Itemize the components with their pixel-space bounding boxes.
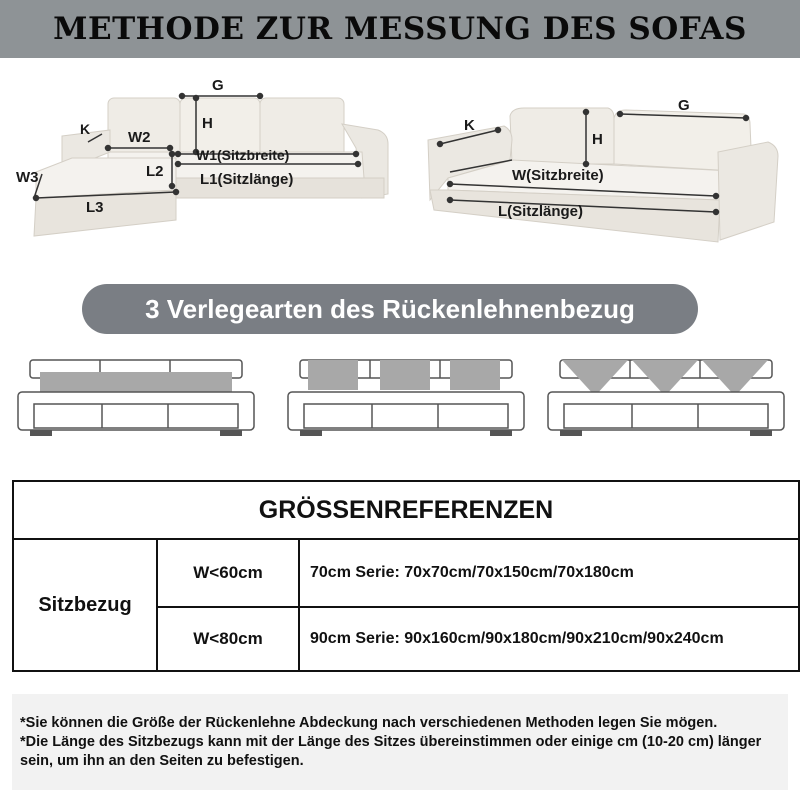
label-w3: W3 bbox=[16, 169, 39, 186]
methods-heading bbox=[82, 284, 698, 334]
note: *Sie können die Größe der Rückenlehne Abdeckung nach verschiedenen Methoden legen Sie mögen. bbox=[20, 715, 718, 731]
sofa-arm bbox=[718, 142, 778, 240]
straight-sofa-diagram bbox=[400, 60, 800, 250]
label-l: L(Sitzlänge) bbox=[498, 203, 583, 220]
method-full-cover bbox=[14, 354, 258, 444]
label-h: H bbox=[592, 131, 603, 148]
title-banner bbox=[0, 0, 800, 58]
size-reference-table bbox=[12, 480, 800, 672]
label-h: H bbox=[202, 115, 213, 132]
label-g: G bbox=[678, 97, 690, 114]
label-l3: L3 bbox=[86, 199, 104, 216]
label-l2: L2 bbox=[146, 163, 164, 180]
series-cell: 70cm Serie: 70x70cm/70x150cm/70x180cm bbox=[300, 540, 798, 608]
label-k: K bbox=[80, 121, 91, 137]
label-w1: W1(Sitzbreite) bbox=[196, 147, 290, 163]
label-k: K bbox=[464, 117, 475, 134]
cover-panel bbox=[380, 360, 430, 390]
label-l1: L1(Sitzlänge) bbox=[200, 171, 294, 188]
cover-panel bbox=[308, 360, 358, 390]
label-w: W(Sitzbreite) bbox=[512, 167, 604, 184]
sectional-sofa-diagram bbox=[0, 60, 400, 250]
width-cell: W<80cm bbox=[158, 608, 300, 670]
width-cell: W<60cm bbox=[158, 540, 300, 608]
page-title: METHODE ZUR MESSUNG DES SOFAS bbox=[53, 11, 747, 47]
methods-heading-text: 3 Verlegearten des Rückenlehnenbezug bbox=[145, 293, 635, 324]
series-cell: 90cm Serie: 90x160cm/90x180cm/90x210cm/90x240cm bbox=[310, 630, 724, 647]
method-triangle-covers bbox=[544, 354, 788, 444]
table-title: GRÖSSENREFERENZEN bbox=[14, 482, 798, 540]
cover-panel bbox=[450, 360, 500, 390]
method-square-covers bbox=[284, 354, 528, 444]
row-header-seat-cover: Sitzbezug bbox=[14, 540, 158, 670]
label-g: G bbox=[212, 77, 224, 94]
note: *Die Länge des Sitzbezugs kann mit der Länge des Sitzes übereinstimmen oder einige cm (10-20 cm) länger sein, um ihn an den Seiten zu befestigen. bbox=[20, 734, 762, 769]
notes-box bbox=[12, 694, 788, 790]
label-w2: W2 bbox=[128, 129, 151, 146]
